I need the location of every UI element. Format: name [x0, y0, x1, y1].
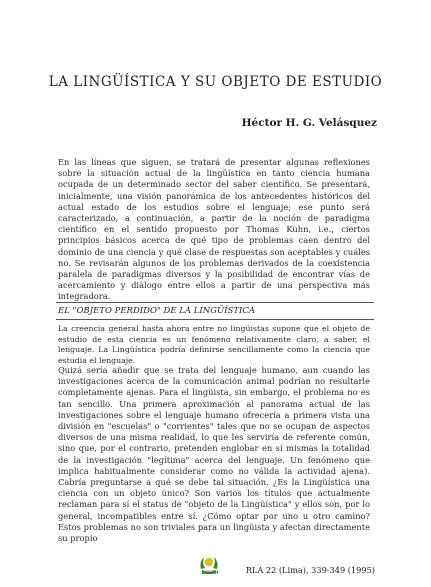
section-title: EL "OBJETO PERDIDO" DE LA LINGÜÍSTICA [58, 306, 255, 316]
section-rule-top [56, 302, 374, 303]
body-paragraph: Quizá sería añadir que se trata del lenguaje humano, aun cuando las investigaciones acerca de la comunicación animal podrían no resultarle completamente ajenas. Para el lingüista, sin embargo, el problema no es tan sencillo. Una primera aproximación al panorama actual de las investigaciones sobre el lenguaje humano ofrecería a primera vista una división en "escuelas" o "corrientes" tales que no se ocupan de aspectos diversos de una misma realidad, lo que les serviría de referente común, sino que, por el contrario, pretenden englobar en sí mismas la totalidad de la investigación "legítima" acerca del lenguaje. Un fenómeno que implica habitualmente considerar como no válida la actividad ajena). Cabría preguntarse a qué se debe tal situación. ¿Es la Lingüística una ciencia con un objeto único? Son varios los títulos que actualmente reclaman para sí el status de "objeto de la Lingüística" y ellos son, por lo general, incompatibles entre sí. ¿Cómo optar por uno u otro camino? Estos problemas no son triviales para un lingüista y afectan directamente su propio [58, 365, 370, 544]
laurel-emblem-icon [196, 553, 222, 579]
intro-paragraph: En las líneas que siguen, se tratará de presentar algunas reflexiones sobre la situación actual de la lingüística en tanto ciencia humana ocupada de un determinado sector del saber científico. Se presentará, inicialmente, una visión panorámica de los antecedentes históricos del actual estado de los estudios sobre el lenguaje; ese punto será caracterizado, a continuación, a partir de la noción de paradigma científico en el sentido propuesto por Thomas Kuhn, i.e., ciertos principios básicos acerca de qué tipo de problemas caen dentro del dominio de una ciencia y qué clase de respuestas son aceptables y cuáles no. Se revisarán algunos de los problemas derivados de la coexistencia paralela de paradigmas diversos y la posibilidad de encontrar vías de acercamiento y diálogo entre ellos a partir de una perspectiva más integradora. [58, 157, 370, 302]
article-author: Héctor H. G. Velásquez [241, 117, 377, 129]
section-rule-bottom [56, 319, 374, 320]
section-lead-paragraph: La creencia general hasta ahora entre no lingüistas supone que el objeto de estudio de esta ciencia es un fenómeno relativamente claro, a saber, el lenguaje. La Lingüística podría definirse sencillamente como la ciencia que estudia el lenguaje. [58, 324, 370, 365]
journal-citation: RLA 22 (Lima), 339-349 (1995) [245, 565, 375, 575]
logo-text: ACHIDI [201, 570, 219, 575]
article-title: LA LINGÜÍSTICA Y SU OBJETO DE ESTUDIO [48, 74, 383, 90]
